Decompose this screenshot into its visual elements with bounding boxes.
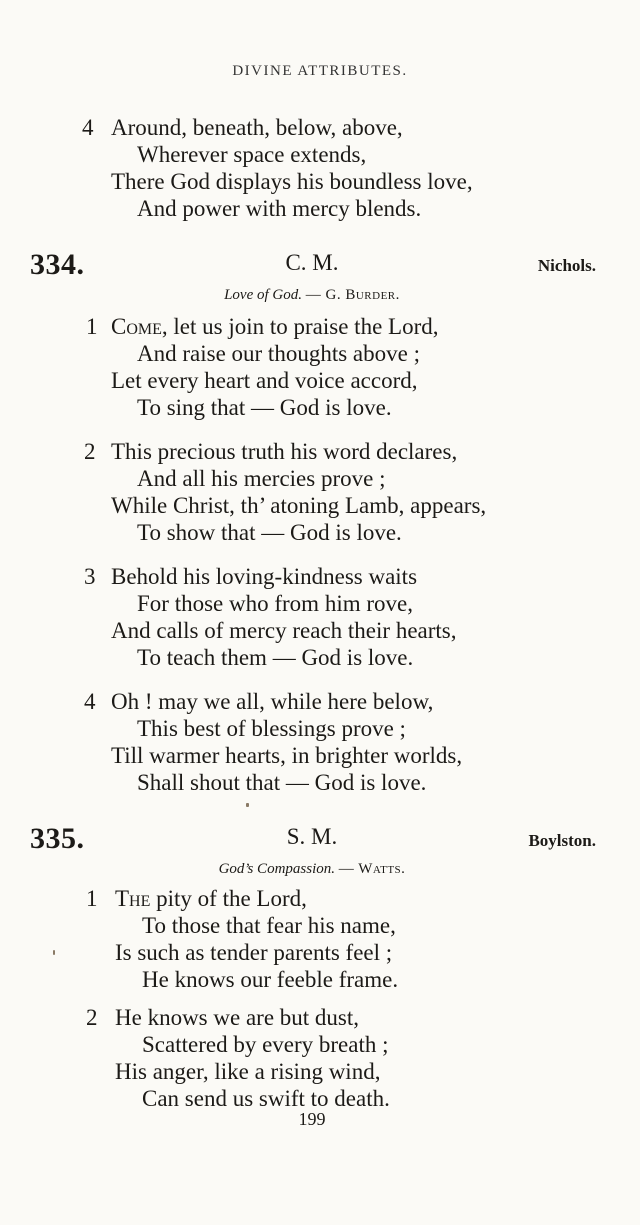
- stanza-number: 2: [84, 439, 96, 464]
- verse-line: [115, 885, 307, 912]
- stanza-number: 4: [84, 689, 96, 714]
- page-number: 199: [298, 1109, 326, 1129]
- stanza-number: 2: [86, 1005, 98, 1030]
- verse-line: Is such as tender parents feel ;: [115, 940, 393, 965]
- verse-line: To those that fear his name,: [142, 913, 396, 938]
- stanza-number: 3: [84, 564, 96, 589]
- first-line-rest: pity of the Lord,: [150, 886, 307, 911]
- verse-line: While Christ, th’ atoning Lamb, appears,: [111, 493, 487, 518]
- hymn-title: God’s Compassion.: [218, 861, 335, 877]
- hymn-title: Love of God.: [224, 287, 303, 303]
- first-line-rest: let us join to praise the Lord,: [167, 314, 439, 339]
- verse-line: He knows our feeble frame.: [142, 967, 399, 992]
- verse-line: His anger, like a rising wind,: [115, 1059, 381, 1084]
- hymn-author: — Watts.: [338, 861, 406, 877]
- verse-line: This precious truth his word declares,: [111, 439, 458, 464]
- verse-line: He knows we are but dust,: [115, 1005, 360, 1030]
- verse-line: Shall shout that — God is love.: [137, 770, 427, 795]
- verse-line: Can send us swift to death.: [142, 1086, 390, 1111]
- stanza-number: 4: [82, 115, 94, 140]
- verse-line: Around, beneath, below, above,: [111, 115, 403, 140]
- verse-line: Oh ! may we all, while here below,: [111, 689, 434, 714]
- verse-line: For those who from him rove,: [137, 591, 413, 616]
- verse-line: To sing that — God is love.: [137, 395, 392, 420]
- verse-line: There God displays his boundless love,: [111, 169, 473, 194]
- stanza-number: 1: [86, 314, 98, 339]
- verse-line: Till warmer hearts, in brighter worlds,: [111, 743, 463, 768]
- hymn-meter: S. M.: [286, 824, 338, 849]
- first-word: Come,: [111, 314, 168, 339]
- stanza-number: 1: [86, 886, 98, 911]
- hymn-meter: C. M.: [285, 250, 339, 275]
- hymn-334-attribution: [0, 287, 624, 304]
- hymn-335-attribution: [0, 861, 624, 878]
- ink-speck: [53, 950, 55, 955]
- ink-speck: [246, 803, 249, 807]
- hymn-number: 335.: [30, 822, 85, 855]
- hymn-author: — G. Burder.: [305, 287, 400, 303]
- verse-line: And all his mercies prove ;: [137, 466, 386, 491]
- tune-name: Nichols.: [537, 256, 596, 275]
- verse-line: And calls of mercy reach their hearts,: [111, 618, 457, 643]
- first-word: The: [115, 886, 151, 911]
- verse-line: This best of blessings prove ;: [137, 716, 406, 741]
- hymn-number: 334.: [30, 248, 85, 281]
- verse-line: To teach them — God is love.: [137, 645, 414, 670]
- verse-line: Behold his loving-kindness waits: [111, 564, 418, 589]
- verse-line: Scattered by every breath ;: [142, 1032, 389, 1057]
- verse-line: Wherever space extends,: [137, 142, 367, 167]
- verse-line: Let every heart and voice accord,: [111, 368, 418, 393]
- verse-line: And power with mercy blends.: [137, 196, 422, 221]
- verse-line: To show that — God is love.: [137, 520, 402, 545]
- verse-line: And raise our thoughts above ;: [137, 341, 420, 366]
- tune-name: Boylston.: [528, 831, 596, 850]
- verse-line: [111, 313, 439, 340]
- running-head: DIVINE ATTRIBUTES.: [232, 63, 408, 79]
